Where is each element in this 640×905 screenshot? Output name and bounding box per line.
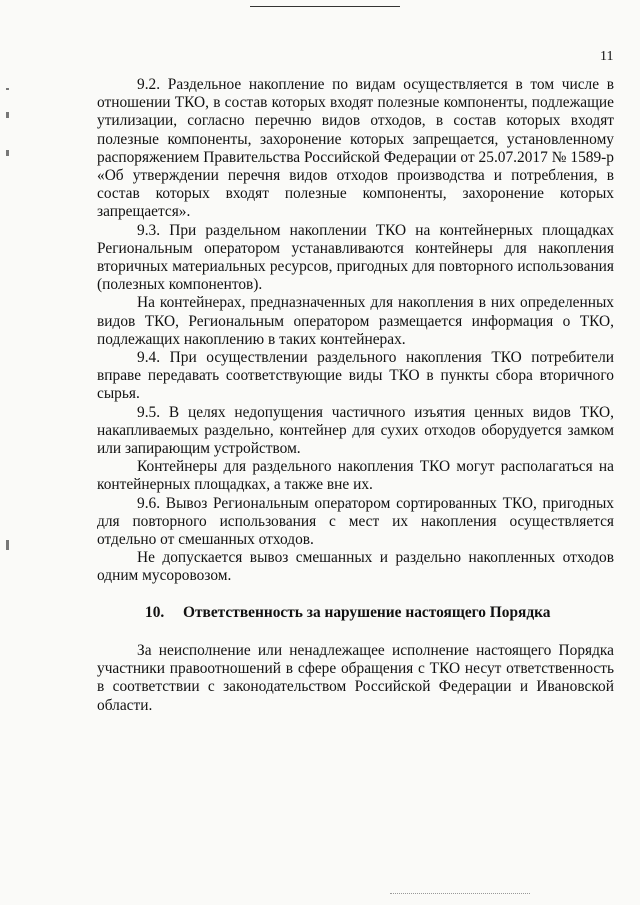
paragraph-containers-info: На контейнерах, предназначенных для накопления в них определенных видов ТКО, Региональным оператором размещается информация о ТКО, подлежащих накоплению в таких контейнерах. — [97, 294, 614, 348]
paragraph-container-placement: Контейнеры для раздельного накопления ТКО могут располагаться на контейнерных площадках, а также вне их. — [97, 458, 614, 494]
margin-mark — [6, 150, 9, 156]
section-number: 10. — [145, 603, 165, 621]
section-title: Ответственность за нарушение настоящего Порядка — [183, 603, 551, 621]
paragraph-9-5: 9.5. В целях недопущения частичного изъятия ценных видов ТКО, накапливаемых раздельно, контейнер для сухих отходов оборудуется замком или запирающим устройством. — [97, 403, 614, 458]
paragraph-responsibility: За неисполнение или ненадлежащее исполнение настоящего Порядка участники правоотношений в сфере обращения с ТКО несут ответственность в соответствии с законодательством Российской Федерации и Ивановской области. — [97, 641, 614, 714]
top-scan-line — [250, 6, 400, 7]
paragraph-9-2: 9.2. Раздельное накопление по видам осуществляется в том числе в отношении ТКО, в состав которых входят полезные компоненты, подлежащие утилизации, согласно перечню видов отходов, в состав которых входят полезные компоненты, захоронение которых запрещается, установленному распоряжением Правительства Российской Федерации от 25.07.2017 № 1589-р «Об утверждении перечня видов отходов производства и потребления, в состав которых входят полезные компоненты, захоронение которых запрещается». — [97, 76, 614, 221]
page-number: 11 — [600, 49, 614, 64]
margin-mark — [6, 88, 9, 90]
paragraph-9-3: 9.3. При раздельном накоплении ТКО на контейнерных площадках Региональным оператором устанавливаются контейнеры для накопления вторичных материальных ресурсов, пригодных для повторного использования (полезных компонентов). — [97, 221, 614, 294]
paragraph-mixed-waste: Не допускается вывоз смешанных и раздельно накопленных отходов одним мусоровозом. — [97, 549, 614, 585]
section-heading — [97, 604, 614, 622]
document-body — [97, 76, 614, 715]
paragraph-9-6: 9.6. Вывоз Региональным оператором сортированных ТКО, пригодных для повторного использования с мест их накопления осуществляется отдельно от смешанных отходов. — [97, 494, 614, 549]
bottom-scan-artifact — [390, 893, 530, 896]
margin-mark — [6, 540, 9, 550]
margin-mark — [6, 112, 9, 118]
paragraph-9-4: 9.4. При осуществлении раздельного накопления ТКО потребители вправе передавать соответствующие виды ТКО в пункты сбора вторичного сырья. — [97, 349, 614, 403]
